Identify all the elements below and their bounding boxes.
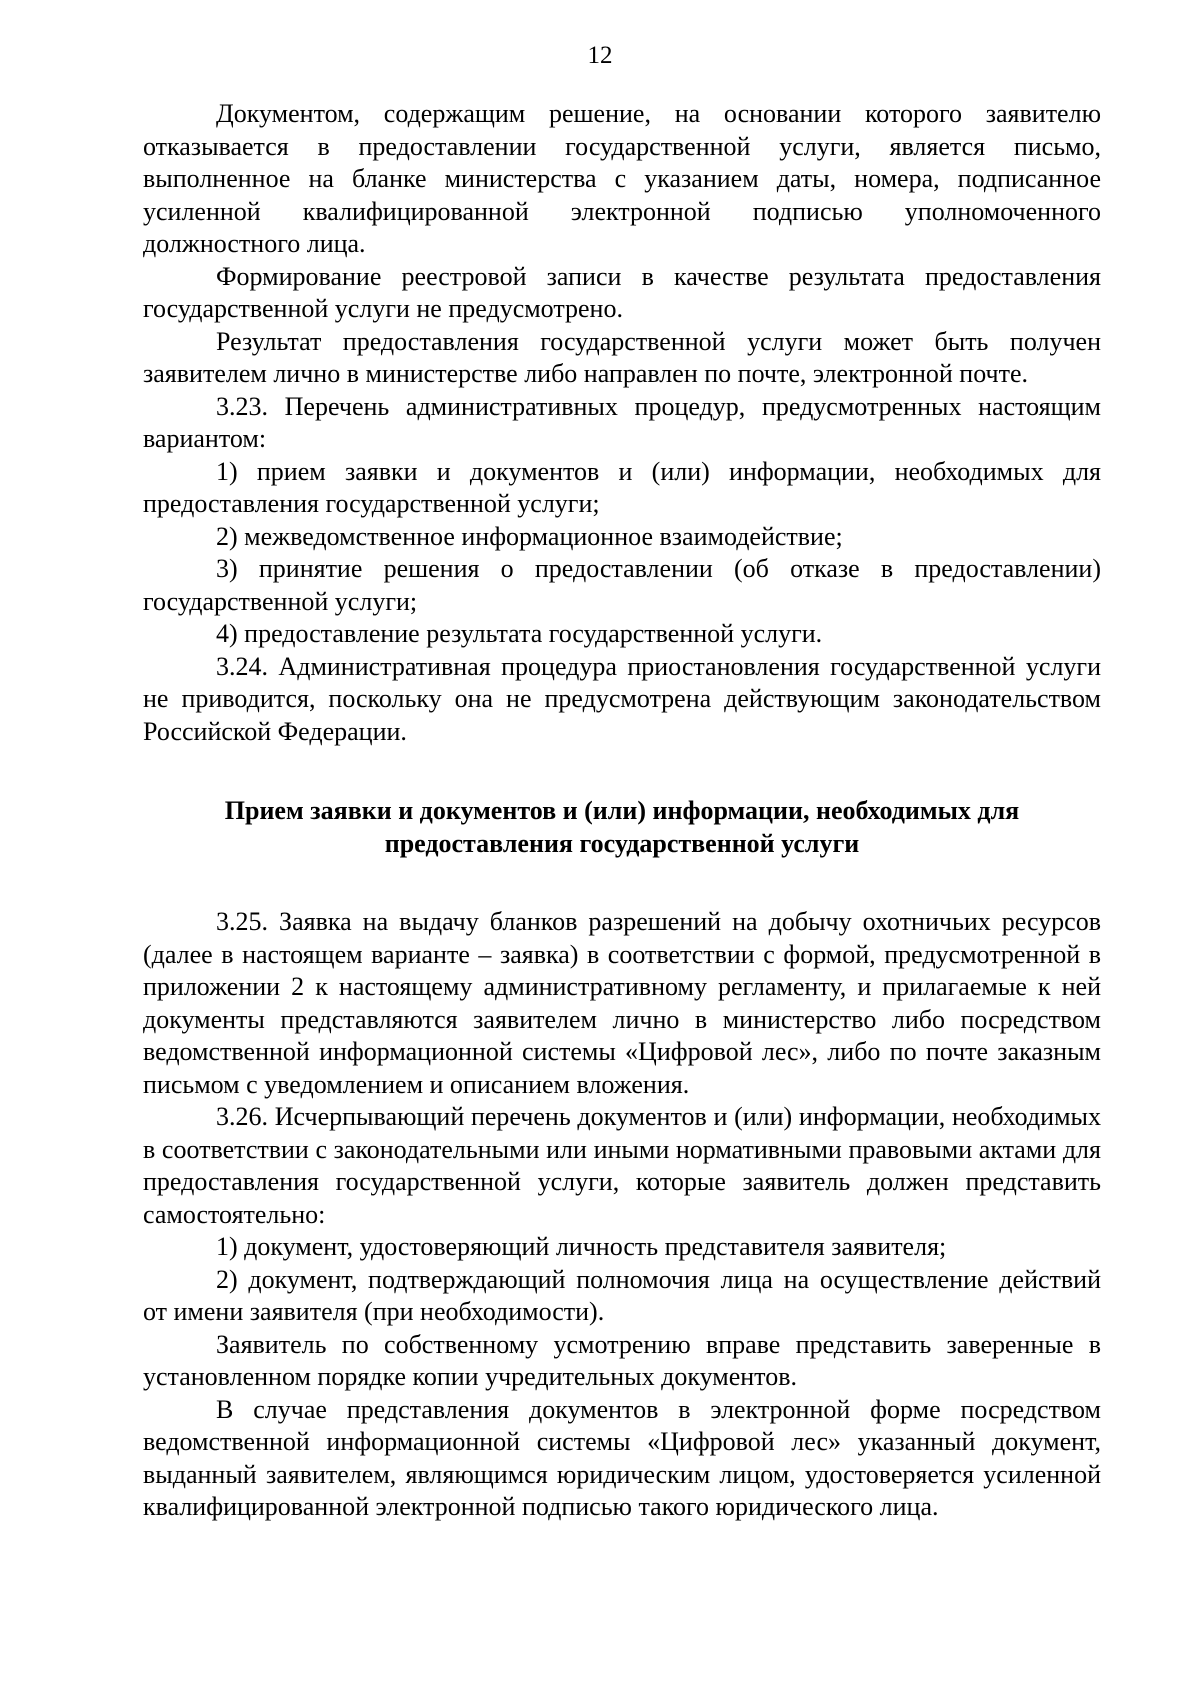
page-number: 12 (587, 42, 613, 69)
paragraph-certified-copies: Заявитель по собственному усмотрению вправе представить заверенные в установленном порядке копии учредительных документов. (143, 1329, 1101, 1391)
list-item-document-2: 2) документ, подтверждающий полномочия лица на осуществление действий от имени заявителя (при необходимости). (143, 1264, 1101, 1326)
paragraph-electronic-submission: В случае представления документов в электронной форме посредством ведомственной информационной системы «Цифровой лес» указанный документ, выданный заявителем, являющимся юридическим лицом, удостоверяется усиленной квалифицированной электронной подписью такого юридического лица. (143, 1394, 1101, 1521)
list-item-procedure-4: 4) предоставление результата государственной услуги. (216, 619, 823, 648)
paragraph-3-25: 3.25. Заявка на выдачу бланков разрешений на добычу охотничьих ресурсов (далее в настоящем варианте – заявка) в соответствии с формой, предусмотренной в приложении 2 к настоящему административному регламенту, и прилагаемые к ней документы представляются заявителем лично в министерство либо посредством ведомственной информационной системы «Цифровой лес», либо по почте заказным письмом с уведомлением и описанием вложения. (143, 907, 1101, 1099)
paragraph-3-26: 3.26. Исчерпывающий перечень документов и (или) информации, необходимых в соответствии с законодательными или иными нормативными правовыми актами для предоставления государственной услуги, которые заявитель должен представить самостоятельно: (143, 1102, 1101, 1229)
list-item-procedure-2: 2) межведомственное информационное взаимодействие; (216, 521, 843, 551)
list-item-document-1: 1) документ, удостоверяющий личность представителя заявителя; (216, 1232, 947, 1261)
paragraph-registry-record: Формирование реестровой записи в качестве результата предоставления государственной услуги не предусмотрено. (143, 261, 1101, 323)
section-heading (143, 795, 1101, 860)
list-item-procedure-3: 3) принятие решения о предоставлении (об отказе в предоставлении) государственной услуги; (143, 554, 1101, 616)
paragraph-result-delivery: Результат предоставления государственной услуги может быть получен заявителем лично в министерстве либо направлен по почте, электронной почте. (143, 326, 1101, 388)
document-body (143, 98, 1101, 1524)
paragraph-3-24: 3.24. Административная процедура приостановления государственной услуги не приводится, поскольку она не предусмотрена действующим законодательством Российской Федерации. (143, 651, 1101, 746)
section-heading-line-2: предоставления государственной услуги (384, 828, 860, 858)
list-item-procedure-1: 1) прием заявки и документов и (или) информации, необходимых для предоставления государственной услуги; (143, 456, 1101, 518)
section-heading-line-1: Прием заявки и документов и (или) информации, необходимых для (224, 796, 1020, 825)
paragraph-3-23: 3.23. Перечень административных процедур, предусмотренных настоящим вариантом: (143, 391, 1101, 453)
paragraph-refusal-document: Документом, содержащим решение, на основании которого заявителю отказывается в предоставлении государственной услуги, является письмо, выполненное на бланке министерства с указанием даты, номера, подписанное усиленной квалифицированной электронной подписью уполномоченного должностного лица. (143, 99, 1101, 258)
